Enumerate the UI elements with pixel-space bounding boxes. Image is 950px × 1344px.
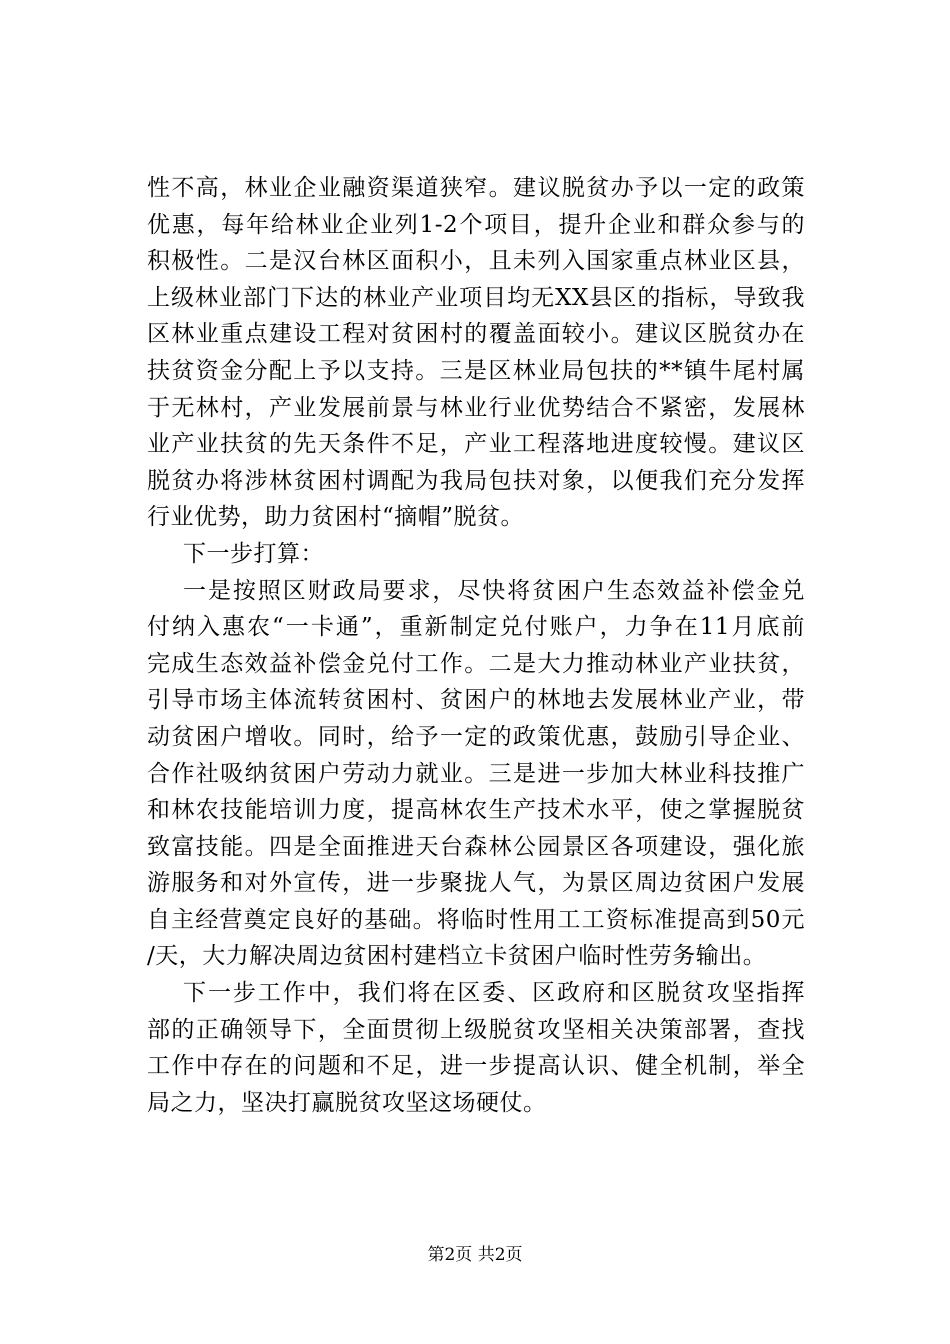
paragraph-line: 付纳入惠农“一卡通”，重新制定兑付账户，力争在11月底前 [147,614,805,641]
paragraph-line: 上级林业部门下达的林业产业项目均无XX县区的指标，导致我 [147,284,805,311]
paragraph-line: 局之力，坚决打赢脱贫攻坚这场硬仗。 [147,1089,547,1116]
paragraph-line: 自主经营奠定良好的基础。将临时性用工工资标准提高到50元 [147,906,805,933]
paragraph-line: /天，大力解决周边贫困村建档立卡贫困户临时性劳务输出。 [147,943,767,970]
paragraph-line: 致富技能。四是全面推进天台森林公园景区各项建设，强化旅 [147,833,805,860]
paragraph-line: 完成生态效益补偿金兑付工作。二是大力推动林业产业扶贫， [147,650,805,677]
paragraph-line: 游服务和对外宣传，进一步聚拢人气，为景区周边贫困户发展 [147,870,805,897]
paragraph-line: 下一步工作中，我们将在区委、区政府和区脱贫攻坚指挥 [183,980,805,1007]
paragraph-line: 业产业扶贫的先天条件不足，产业工程落地进度较慢。建议区 [147,431,805,458]
paragraph-line: 和林农技能培训力度，提高林农生产技术水平，使之掌握脱贫 [147,797,805,824]
paragraph-line: 一是按照区财政局要求，尽快将贫困户生态效益补偿金兑 [183,577,805,604]
page-number-footer: 第2页 共2页 [427,1245,523,1265]
paragraph-line: 积极性。二是汉台林区面积小，且未列入国家重点林业区县， [147,248,805,275]
paragraph-line: 于无林村，产业发展前景与林业行业优势结合不紧密，发展林 [147,394,805,421]
paragraph-line: 部的正确领导下，全面贯彻上级脱贫攻坚相关决策部署，查找 [147,1016,805,1043]
paragraph-line: 行业优势，助力贫困村“摘帽”脱贫。 [147,504,525,531]
paragraph-line: 性不高，林业企业融资渠道狭窄。建议脱贫办予以一定的政策 [147,175,805,201]
document-body [147,170,805,1121]
paragraph-line: 工作中存在的问题和不足，进一步提高认识、健全机制，举全 [147,1053,805,1080]
paragraph-line: 引导市场主体流转贫困村、贫困户的林地去发展林业产业，带 [147,687,805,714]
paragraph-line: 区林业重点建设工程对贫困村的覆盖面较小。建议区脱贫办在 [147,321,805,348]
paragraph-line: 动贫困户增收。同时，给予一定的政策优惠，鼓励引导企业、 [147,723,805,750]
section-heading: 下一步打算： [183,540,324,567]
paragraph-line: 合作社吸纳贫困户劳动力就业。三是进一步加大林业科技推广 [147,760,805,787]
paragraph-line: 脱贫办将涉林贫困村调配为我局包扶对象，以便我们充分发挥 [147,467,805,494]
paragraph-line: 扶贫资金分配上予以支持。三是区林业局包扶的**镇牛尾村属 [147,357,805,384]
paragraph-line: 优惠，每年给林业企业列1-2个项目，提升企业和群众参与的 [147,211,805,238]
